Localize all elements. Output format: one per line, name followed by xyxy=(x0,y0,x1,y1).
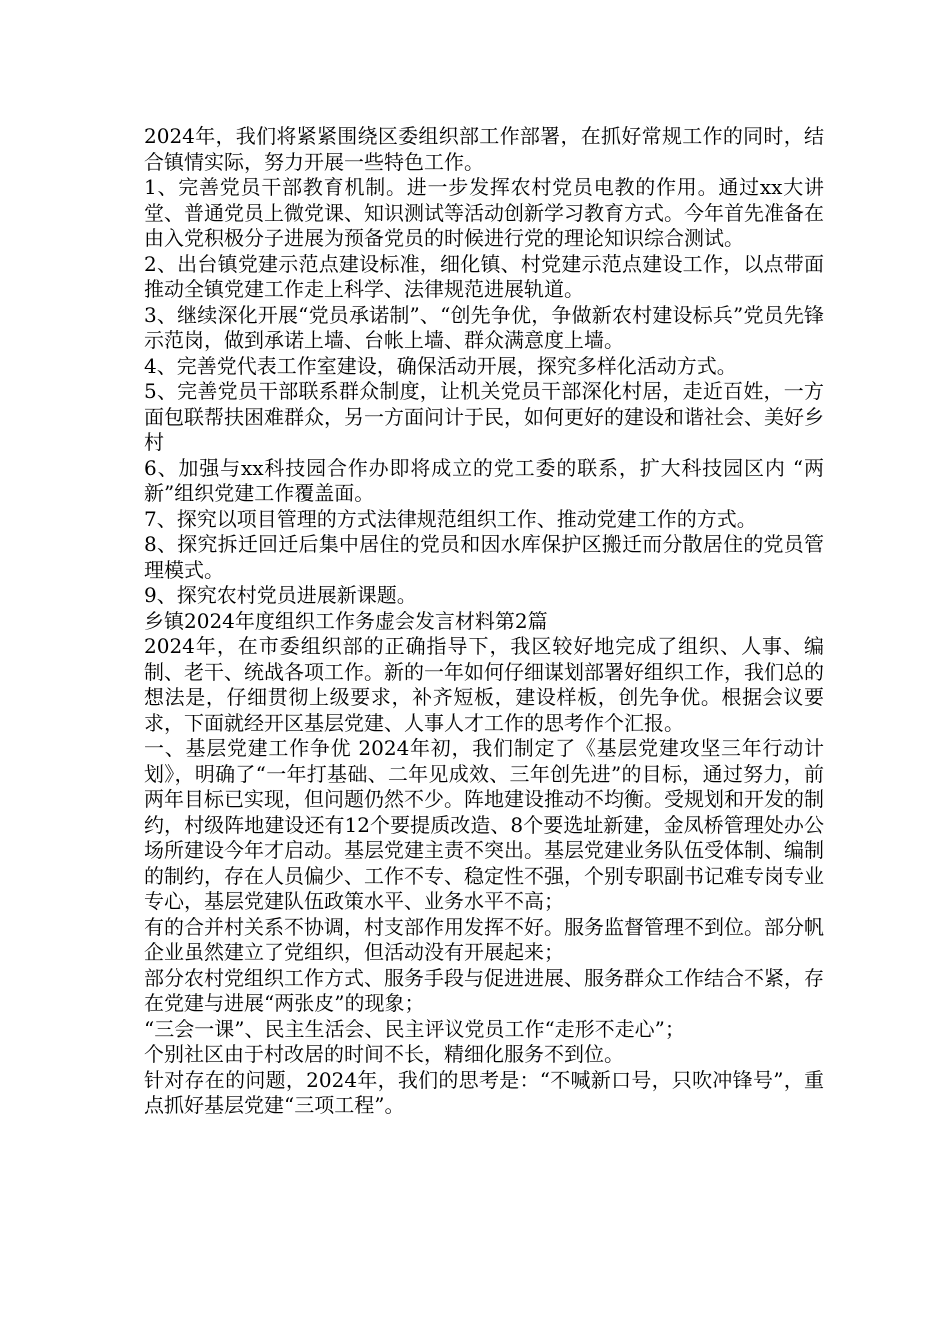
paragraph-item-2: 2、出台镇党建示范点建设标准，细化镇、村党建示范点建设工作，以点带面推动全镇党建工作走上科学、法律规范进展轨道。 xyxy=(144,251,824,301)
paragraph-item-6: 6、加强与xx科技园合作办即将成立的党工委的联系，扩大科技园区内 “两新”组织党建工作覆盖面。 xyxy=(144,455,824,505)
paragraph-part-1: 一、基层党建工作争优 2024年初，我们制定了《基层党建攻坚三年行动计划》，明确了“一年打基础、二年见成效、三年创先进”的目标，通过努力，前两年目标已实现，但问题仍然不少。阵地建设推动不均衡。受规划和开发的制约，村级阵地建设还有12个要提质改造、8个要选址新建，金凤桥管理处办公场所建设今年才启动。基层党建主责不突出。基层党建业务队伍受体制、编制的制约，存在人员偏少、工作不专、稳定性不强，个别专职副书记难专岗专业专心，基层党建队伍政策水平、业务水平不高； xyxy=(144,736,824,913)
paragraph-item-8: 8、探究拆迁回迁后集中居住的党员和因水库保护区搬迁而分散居住的党员管理模式。 xyxy=(144,532,824,582)
paragraph-item-4: 4、完善党代表工作室建设，确保活动开展，探究多样化活动方式。 xyxy=(144,353,737,378)
paragraph-item-9: 9、探究农村党员进展新课题。 xyxy=(144,583,417,607)
paragraph-intro: 2024年，我们将紧紧围绕区委组织部工作部署，在抓好常规工作的同时，结合镇情实际，努力开展一些特色工作。 xyxy=(144,124,824,174)
paragraph-item-3: 3、继续深化开展“党员承诺制”、“创先争优，争做新农村建设标兵”党员先锋示范岗，做到承诺上墙、台帐上墙、群众满意度上墙。 xyxy=(144,302,824,352)
paragraph-item-5: 5、完善党员干部联系群众制度，让机关党员干部深化村居，走近百姓，一方面包联帮扶困难群众，另一方面问计于民，如何更好的建设和谐社会、美好乡村 xyxy=(144,379,824,454)
section-title: 乡镇2024年度组织工作务虚会发言材料第2篇 xyxy=(144,608,548,633)
paragraph-issue-meetings: “三会一课”、民主生活会、民主评议党员工作“走形不走心”； xyxy=(144,1016,685,1041)
document-body xyxy=(144,124,824,1119)
paragraph-conclusion: 针对存在的问题，2024年，我们的思考是：“不喊新口号，只吹冲锋号”，重点抓好基层党建“三项工程”。 xyxy=(144,1067,824,1117)
paragraph-item-1: 1、完善党员干部教育机制。进一步发挥农村党员电教的作用。通过xx大讲堂、普通党员上微党课、知识测试等活动创新学习教育方式。今年首先准备在由入党积极分子进展为预备党员的时候进行党的理论知识综合测试。 xyxy=(144,175,824,250)
paragraph-issue-communities: 个别社区由于村改居的时间不长，精细化服务不到位。 xyxy=(144,1042,624,1066)
paragraph-issue-work-methods: 部分农村党组织工作方式、服务手段与促进进展、服务群众工作结合不紧，存在党建与进展“两张皮”的现象； xyxy=(144,965,824,1015)
paragraph-issue-merged-villages: 有的合并村关系不协调，村支部作用发挥不好。服务监督管理不到位。部分帆企业虽然建立了党组织，但活动没有开展起来； xyxy=(144,914,824,964)
paragraph-item-7: 7、探究以项目管理的方式法律规范组织工作、推动党建工作的方式。 xyxy=(144,506,757,531)
paragraph-summary: 2024年，在市委组织部的正确指导下，我区较好地完成了组织、人事、编制、老干、统战各项工作。新的一年如何仔细谋划部署好组织工作，我们总的想法是，仔细贯彻上级要求，补齐短板，建设样板，创先争优。根据会议要求，下面就经开区基层党建、人事人才工作的思考作个汇报。 xyxy=(144,634,824,735)
